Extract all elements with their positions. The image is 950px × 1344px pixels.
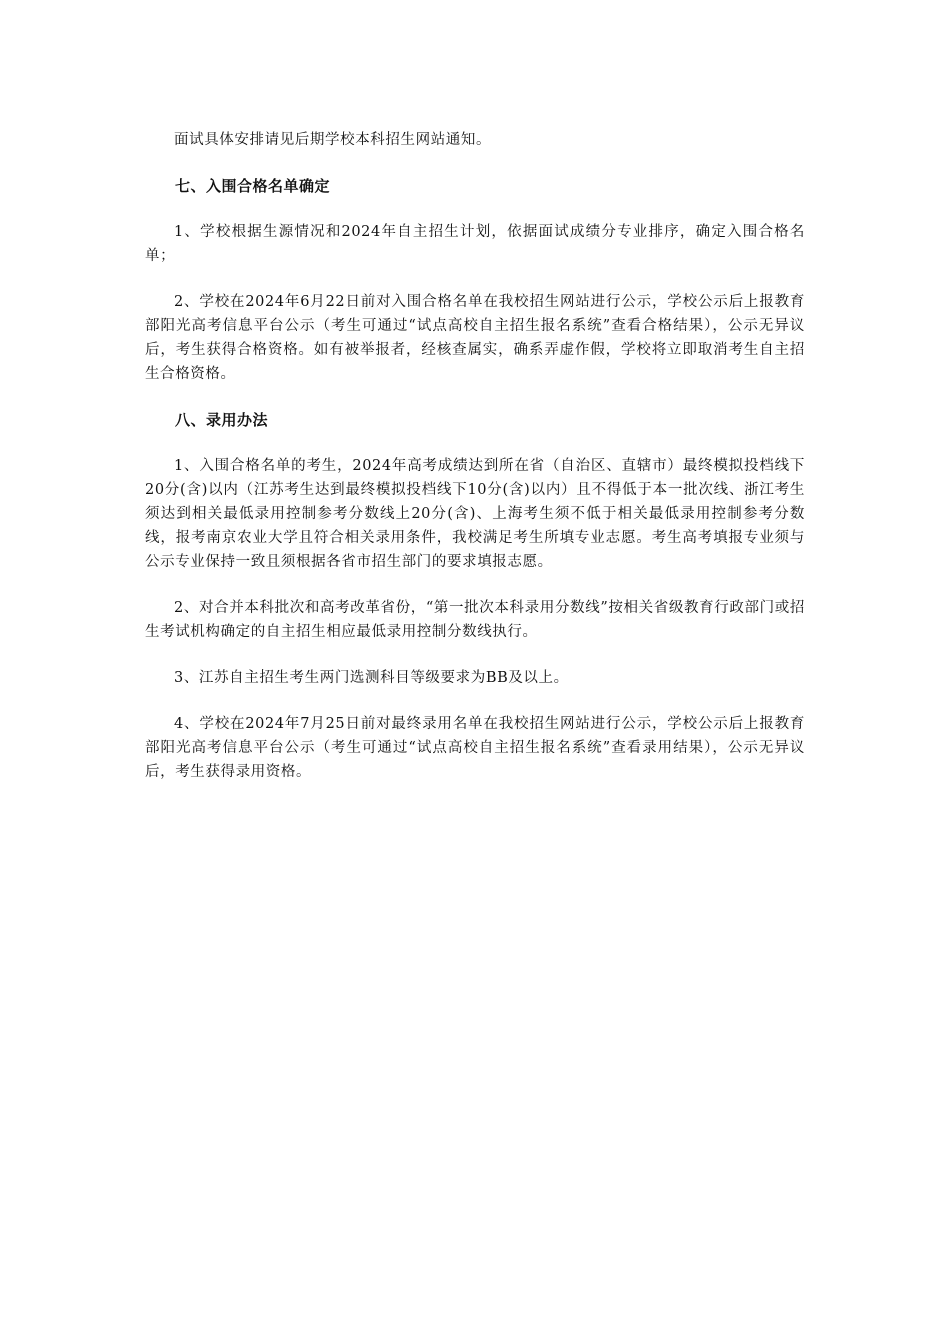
section-7-heading: 七、入围合格名单确定 xyxy=(175,177,331,195)
section-7-paragraph-2: 2、学校在2024年6月22日前对入围合格名单在我校招生网站进行公示，学校公示后上报教育部阳光高考信息平台公示（考生可通过“试点高校自主招生报名系统”查看合格结果），公示无异议后，考生获得合格资格。如有被举报者，经核查属实，确系弄虚作假，学校将立即取消考生自主招生合格资格。 xyxy=(145,294,805,382)
section-8-paragraph-3: 3、江苏自主招生考生两门选测科目等级要求为BB及以上。 xyxy=(174,670,569,686)
section-8-heading: 八、录用办法 xyxy=(175,411,269,429)
intro-paragraph: 面试具体安排请见后期学校本科招生网站通知。 xyxy=(174,132,492,148)
section-8-paragraph-1: 1、入围合格名单的考生，2024年高考成绩达到所在省（自治区、直辖市）最终模拟投档线下20分(含)以内（江苏考生达到最终模拟投档线下10分(含)以内）且不得低于本一批次线、浙江考生须达到相关最低录用控制参考分数线上20分(含)、上海考生须不低于相关最低录用控制参考分数线，报考南京农业大学且符合相关录用条件，我校满足考生所填专业志愿。考生高考填报专业须与公示专业保持一致且须根据各省市招生部门的要求填报志愿。 xyxy=(145,458,805,570)
section-7-paragraph-1: 1、学校根据生源情况和2024年自主招生计划，依据面试成绩分专业排序，确定入围合格名单； xyxy=(145,224,805,264)
section-8-paragraph-4: 4、学校在2024年7月25日前对最终录用名单在我校招生网站进行公示，学校公示后上报教育部阳光高考信息平台公示（考生可通过“试点高校自主招生报名系统”查看录用结果），公示无异议后，考生获得录用资格。 xyxy=(145,716,805,780)
document-body xyxy=(145,128,805,806)
section-8-paragraph-2: 2、对合并本科批次和高考改革省份，“第一批次本科录用分数线”按相关省级教育行政部门或招生考试机构确定的自主招生相应最低录用控制分数线执行。 xyxy=(145,600,805,640)
